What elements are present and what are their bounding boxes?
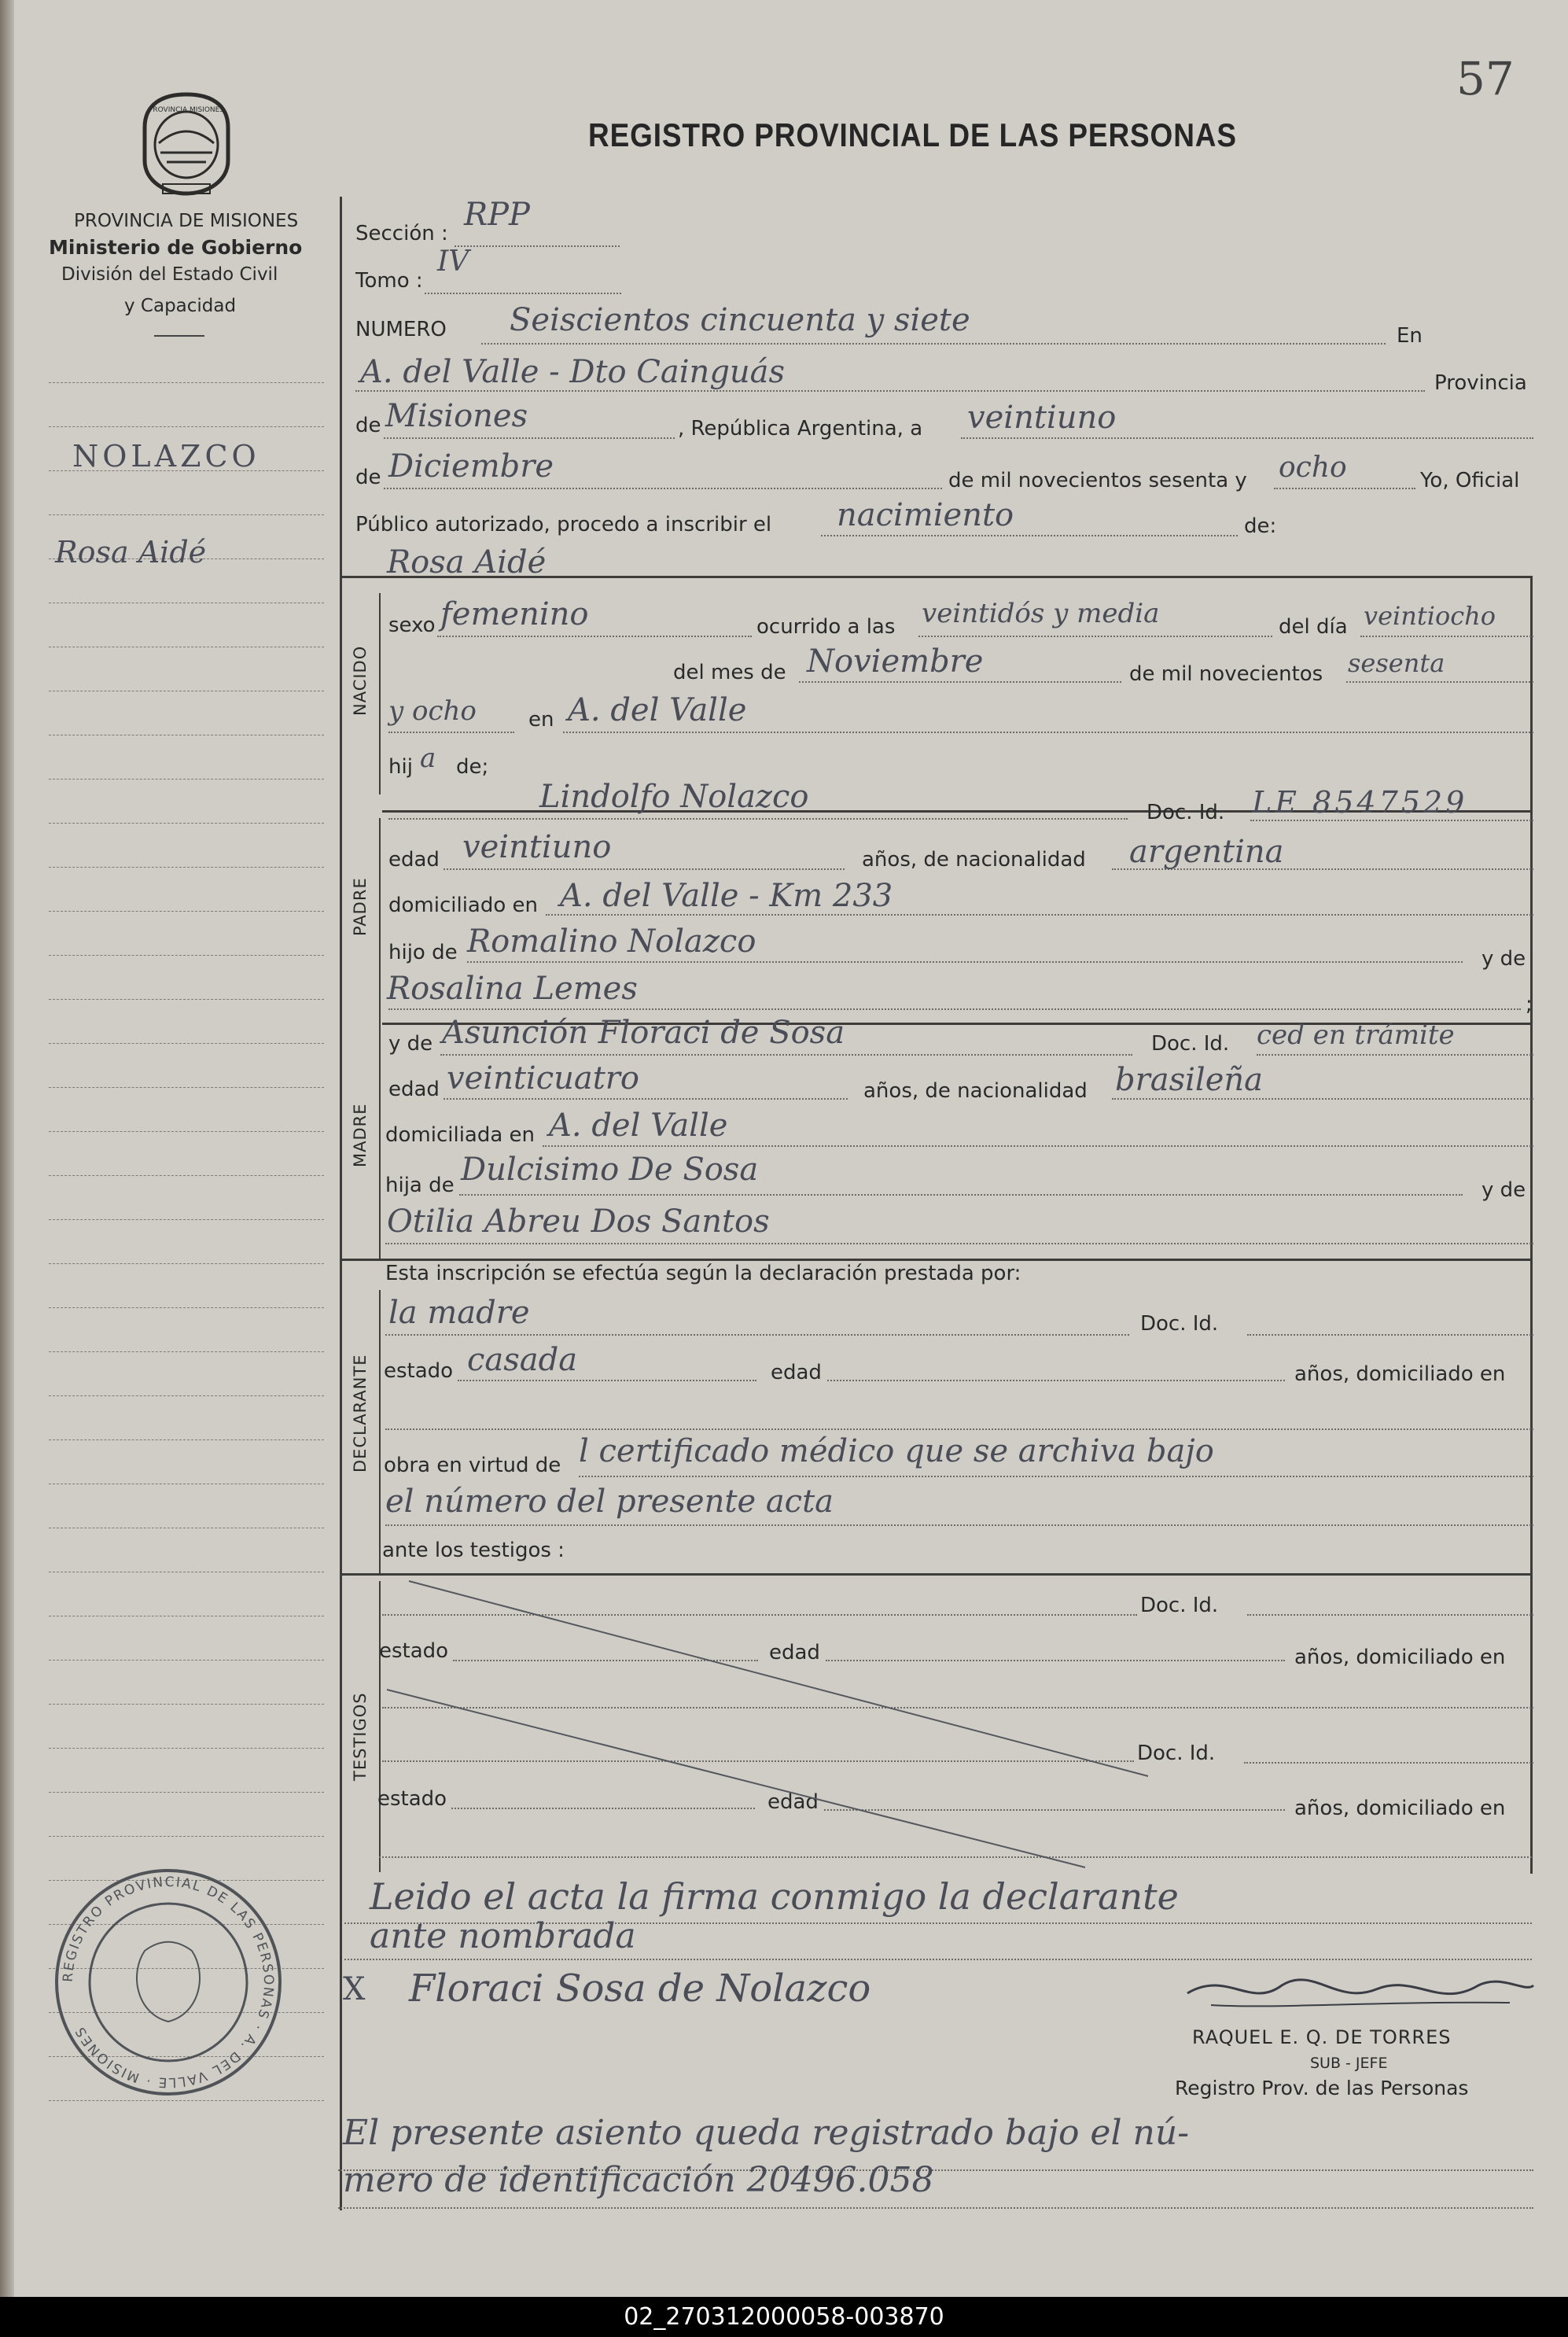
padre-dom-value: A. del Valle - Km 233 (560, 878, 893, 914)
republica-label: , República Argentina, a (678, 417, 923, 440)
mil-novecientos-label: de mil novecientos (1129, 662, 1323, 686)
declarante-edad-label: edad (771, 1361, 822, 1384)
madre-dom-value: A. del Valle (549, 1108, 728, 1144)
testigo1-edad-label: edad (769, 1641, 820, 1664)
madre-edad-label: edad (388, 1078, 440, 1101)
margin-rule-line (49, 1660, 324, 1661)
dia-acta-value: veintiuno (967, 400, 1117, 436)
padre-dom-label: domiciliado en (388, 894, 539, 917)
leido-text-2: ante nombrada (370, 1916, 636, 1956)
header-divider (154, 335, 204, 337)
numero-label: NUMERO (355, 318, 447, 341)
provincia-value: Misiones (385, 398, 528, 434)
de-semi-label: de; (456, 755, 489, 779)
padre-madre-value: Rosalina Lemes (387, 971, 638, 1007)
tomo-label: Tomo : (355, 269, 423, 293)
margin-rule-line (49, 514, 324, 515)
firma-declarante: Floraci Sosa de Nolazco (409, 1967, 871, 2011)
seccion-label: Sección : (355, 222, 448, 245)
lugar-nac-value: A. del Valle (568, 692, 747, 728)
province-label: PROVINCIA DE MISIONES (74, 211, 299, 231)
page-number: 57 (1456, 52, 1515, 105)
tab-declarante: DECLARANTE (351, 1354, 370, 1473)
publico-label: Público autorizado, procedo a inscribir el (355, 513, 772, 536)
yo-oficial-label: Yo, Oficial (1420, 469, 1520, 492)
anio-acta-value: ocho (1279, 452, 1347, 484)
margin-rule-line (49, 1351, 324, 1352)
madre-hija-label: hija de (385, 1174, 455, 1197)
anio-nac-value-a: sesenta (1348, 648, 1445, 678)
hij-suffix: a (420, 743, 436, 774)
padre-hijo-label: hijo de (388, 941, 458, 964)
declarante-value: la madre (388, 1295, 530, 1331)
madre-nac-value: brasileña (1115, 1062, 1263, 1098)
de-label-1: de (355, 414, 381, 437)
testigo2-doc-label: Doc. Id. (1137, 1742, 1216, 1765)
nacido-divider (379, 593, 381, 794)
obra-value-1: l certificado médico que se archiva bajo (579, 1433, 1214, 1469)
del-dia-label: del día (1279, 615, 1348, 639)
declarante-doc-label: Doc. Id. (1140, 1312, 1219, 1336)
margin-rule-line (49, 2100, 324, 2101)
margin-surname: NOLAZCO (72, 439, 260, 474)
form-left-border (340, 197, 342, 2210)
testigo1-anos-label: años, domiciliado en (1294, 1646, 1506, 1669)
margin-rule-line (49, 823, 324, 824)
testigo2-edad-label: edad (767, 1790, 819, 1814)
obra-label: obra en virtud de (384, 1454, 561, 1477)
margin-rule-line (49, 1792, 324, 1793)
tab-padre: PADRE (351, 877, 370, 936)
page-title: REGISTRO PROVINCIAL DE LAS PERSONAS (588, 116, 1237, 153)
declarante-estado-value: casada (467, 1342, 578, 1378)
tomo-value: IV (437, 245, 469, 278)
margin-rule-line (49, 1219, 324, 1220)
ministry-label: Ministerio de Gobierno (49, 236, 303, 259)
coat-of-arms-seal (135, 88, 237, 198)
testigo1-doc-label: Doc. Id. (1140, 1594, 1219, 1617)
padre-nombre-value: Lindolfo Nolazco (539, 779, 809, 815)
de-label-2: de (355, 466, 381, 489)
sexo-value: femenino (440, 596, 589, 632)
hij-label: hij (388, 755, 413, 779)
margin-rule-line (49, 1131, 324, 1132)
del-mes-label: del mes de (673, 661, 786, 684)
nota-1: El presente asiento queda registrado bajo el nú- (343, 2113, 1190, 2153)
margin-rule-line (49, 867, 324, 868)
testigo2-estado-label: estado (377, 1787, 447, 1811)
margin-rule-line (49, 911, 324, 912)
margin-rule-line (49, 1395, 324, 1396)
hora-value: veintidós y media (922, 598, 1160, 629)
seccion-value: RPP (464, 197, 530, 233)
padre-semicolon: ; (1526, 993, 1533, 1016)
margin-rule-line (49, 779, 324, 780)
madre-doc-value: ced en trámite (1257, 1019, 1455, 1051)
madre-dom-label: domiciliada en (385, 1123, 536, 1147)
margin-rule-line (49, 955, 324, 956)
lugar-value: A. del Valle - Dto Cainguás (360, 354, 786, 390)
testigo2-anos-label: años, domiciliado en (1294, 1797, 1506, 1820)
padre-anos-label: años, de nacionalidad (862, 848, 1086, 872)
madre-divider (379, 1023, 381, 1259)
padre-doc-label: Doc. Id. (1147, 801, 1225, 824)
declarante-divider (379, 1290, 381, 1573)
book-binding-edge (0, 0, 14, 2297)
dia-nac-value: veintiocho (1364, 601, 1496, 631)
en-nac-label: en (528, 708, 554, 732)
margin-rule-line (49, 426, 324, 427)
leido-text-1: Leido el acta la firma conmigo la declarante (370, 1875, 1179, 1918)
de-colon-label: de: (1244, 514, 1277, 538)
numero-value: Seiscientos cincuenta y siete (510, 302, 970, 338)
margin-rule-line (49, 1704, 324, 1705)
madre-doc-label: Doc. Id. (1151, 1032, 1230, 1056)
madre-nombre-value: Asunción Floraci de Sosa (442, 1015, 845, 1051)
declarante-anos-label: años, domiciliado en (1294, 1362, 1506, 1386)
official-name: RAQUEL E. Q. DE TORRES (1192, 2026, 1452, 2048)
declaracion-label: Esta inscripción se efectúa según la declaración prestada por: (385, 1262, 1021, 1285)
official-role: SUB - JEFE (1310, 2055, 1388, 2072)
round-registry-stamp (50, 1864, 286, 2100)
svg-text:REGISTRO PROVINCIAL DE LAS PER (61, 1874, 276, 2090)
padre-divider (379, 818, 381, 1023)
padre-y-de-label: y de (1482, 947, 1526, 971)
declarante-estado-label: estado (384, 1359, 454, 1383)
margin-rule-line (49, 1175, 324, 1176)
madre-madre-value: Otilia Abreu Dos Santos (387, 1204, 770, 1240)
mes-acta-value: Diciembre (388, 448, 554, 485)
madre-y-de-label: y de (388, 1032, 433, 1056)
ocurrido-label: ocurrido a las (756, 615, 896, 639)
witness-strike-lines (377, 1570, 1164, 1869)
padre-nac-value: argentina (1129, 834, 1284, 870)
anio-nac-value-b: y ocho (388, 695, 477, 727)
nombre-value: Rosa Aidé (387, 544, 547, 581)
padre-edad-value: veintiuno (462, 829, 612, 865)
ante-testigos-label: ante los testigos : (382, 1539, 565, 1562)
margin-rule-line (49, 1836, 324, 1837)
margin-rule-line (49, 382, 324, 383)
seal-top-text: PROVINCIA MISIONES (148, 106, 225, 114)
tab-nacido: NACIDO (351, 645, 370, 716)
stamp-ring-text: REGISTRO PROVINCIAL DE LAS PERSONAS · A. DEL VALLE · MISIONES (60, 1874, 277, 2091)
sexo-label: sexo (388, 614, 436, 637)
image-id-footer: 02_270312000058-003870 (0, 2297, 1568, 2337)
mes-nac-value: Noviembre (807, 643, 984, 680)
acto-value: nacimiento (837, 497, 1014, 533)
margin-rule-line (49, 999, 324, 1000)
mil-sesenta-label: de mil novecientos sesenta y (948, 469, 1247, 492)
firma-x: X (343, 1971, 366, 2007)
padre-edad-label: edad (388, 848, 440, 872)
margin-given-name: Rosa Aidé (55, 535, 207, 570)
en-label: En (1397, 324, 1423, 348)
form-right-border (1530, 576, 1533, 1874)
official-signature (1180, 1962, 1541, 2025)
official-office: Registro Prov. de las Personas (1175, 2077, 1469, 2099)
margin-rule-line (49, 1748, 324, 1749)
margin-rule-line (49, 1263, 324, 1264)
padre-doc-value: LE 8547529 (1252, 785, 1468, 820)
testigo1-estado-label: estado (379, 1639, 449, 1663)
nota-2: mero de identificación 20496.058 (343, 2160, 934, 2200)
padre-padre-value: Romalino Nolazco (467, 923, 756, 960)
division-label: División del Estado Civil (61, 264, 278, 285)
margin-rule-line (49, 1043, 324, 1044)
obra-value-2: el número del presente acta (385, 1484, 834, 1520)
margin-rule-line (49, 1307, 324, 1308)
provincia-label: Provincia (1434, 371, 1527, 395)
capacity-label: y Capacidad (124, 296, 237, 316)
madre-padre-value: Dulcisimo De Sosa (461, 1152, 759, 1188)
tab-madre: MADRE (351, 1103, 370, 1167)
margin-rule-line (49, 1439, 324, 1440)
margin-rule-line (49, 1087, 324, 1088)
tab-testigos: TESTIGOS (351, 1692, 370, 1781)
madre-edad-value: veinticuatro (447, 1060, 639, 1097)
madre-anos-label: años, de nacionalidad (863, 1079, 1088, 1103)
madre-y-de-2-label: y de (1482, 1178, 1526, 1202)
